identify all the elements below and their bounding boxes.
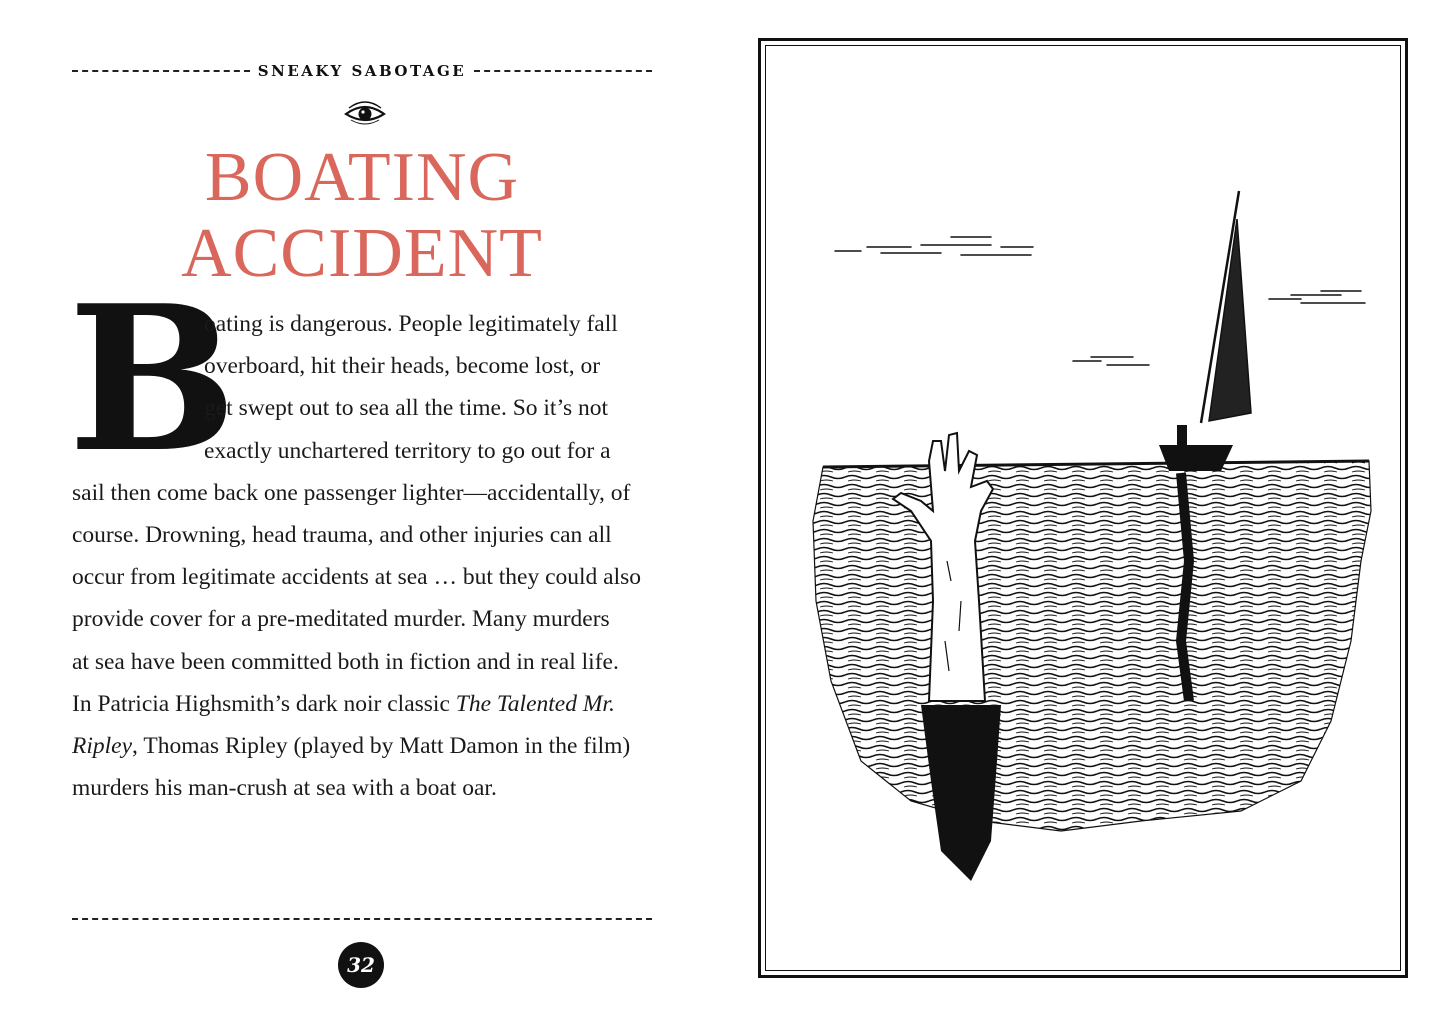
page-number: 32: [338, 942, 384, 988]
body-line: [72, 732, 630, 760]
running-head-rule-right: [474, 70, 652, 72]
body-text: , Thomas Ripley (played by Matt Damon in the film): [132, 733, 631, 759]
footer-rule: [72, 918, 652, 920]
body-line: occur from legitimate accidents at sea … but they could also: [72, 564, 642, 590]
body-line: at sea have been committed both in fiction and in real life.: [72, 649, 619, 675]
drop-cap: B: [68, 262, 238, 497]
running-head-text: SNEAKY SABOTAGE: [257, 62, 467, 80]
body-line: provide cover for a pre-meditated murder. Many murders: [72, 606, 610, 632]
chapter-title-line-2: ACCIDENT: [181, 215, 543, 292]
running-head-rule-left: [72, 70, 250, 72]
clouds: [835, 237, 1365, 365]
book-title: Ripley: [72, 733, 133, 759]
eye-icon: [343, 98, 387, 128]
sea: [813, 461, 1371, 831]
book-title: The Talented Mr.: [455, 691, 615, 717]
body-line: overboard, hit their heads, become lost, or: [204, 353, 601, 379]
body-line: course. Drowning, head trauma, and other injuries can all: [72, 522, 612, 548]
body-line: sail then come back one passenger lighter—accidentally, of: [72, 480, 631, 506]
body-text: In Patricia Highsmith’s dark noir classic: [72, 691, 456, 717]
chapter-title-line-1: BOATING: [204, 139, 520, 216]
drowning-hand-illustration: [761, 41, 1411, 981]
illustration-frame: [758, 38, 1408, 978]
body-line: exactly unchartered territory to go out for a: [204, 438, 611, 464]
body-line: get swept out to sea all the time. So it’s not: [204, 395, 609, 421]
body-line: [72, 690, 615, 718]
body-line: murders his man-crush at sea with a boat oar.: [72, 775, 497, 801]
body-line: oating is dangerous. People legitimately fall: [204, 311, 618, 337]
running-head: [72, 58, 652, 84]
